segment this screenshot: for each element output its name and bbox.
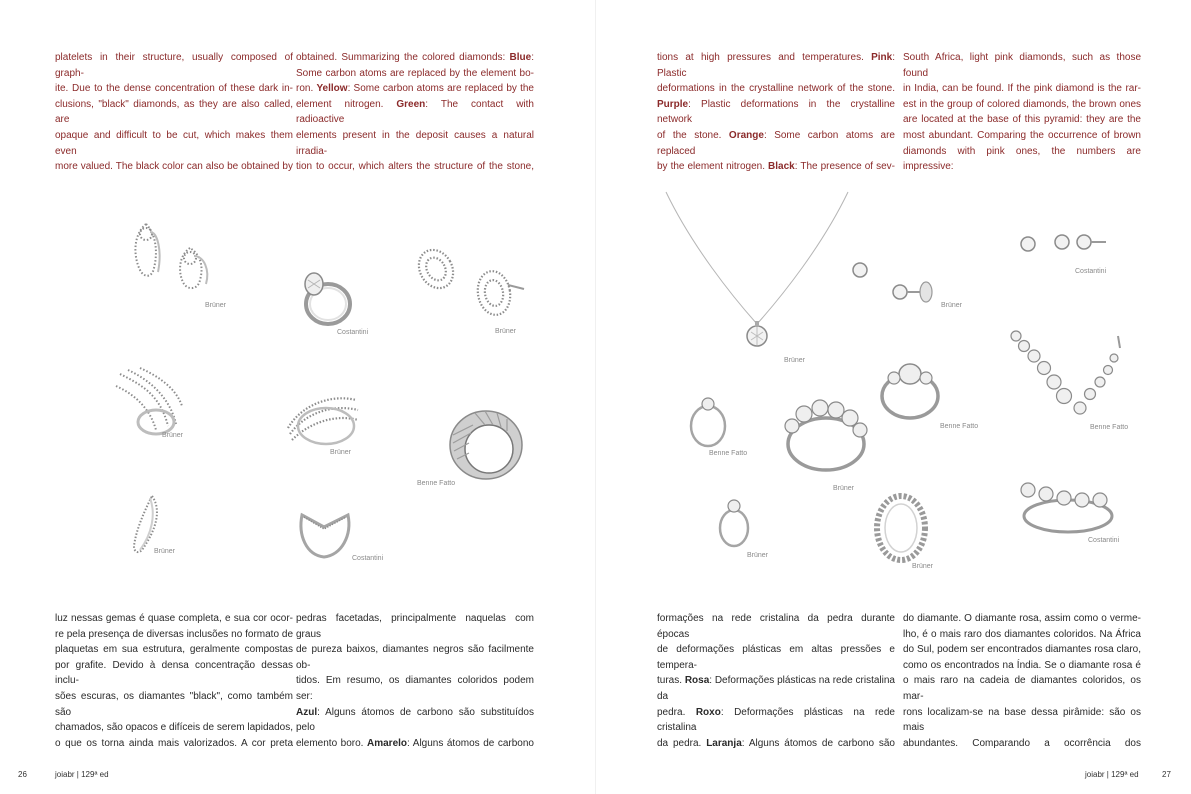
text-line: formações na rede cristalina da pedra durante épocas: [657, 613, 895, 640]
credit-label: Benne Fatto: [709, 450, 748, 457]
credit-label: Benne Fatto: [1090, 424, 1129, 431]
text-line: por grafite. Devido à densa concentração dessas inclu-: [55, 659, 293, 687]
credit-label: Costantini: [1088, 537, 1120, 544]
text-line: lho, é o mais raro dos diamantes coloridos. Na África: [903, 628, 1141, 640]
text-line: elemento boro. Amarelo: Alguns átomos de carbono: [296, 737, 534, 749]
credit-label: Costantini: [337, 329, 369, 336]
color-term: Pink: [871, 52, 893, 63]
page-number-right: 27: [1162, 770, 1171, 779]
pendant-necklace-image: [662, 186, 852, 361]
portuguese-text-column-4: [903, 611, 1141, 753]
color-term: Roxo: [695, 706, 721, 718]
text-line: luz nessas gemas é quase completa, e sua cor ocor-: [55, 613, 293, 624]
text-line: element nitrogen. Green: The contact with radioactive: [296, 98, 534, 126]
page-number-left: 26: [18, 770, 27, 779]
portuguese-text-column-3: [657, 611, 895, 753]
text-line: in India, can be found. If the pink diamond is the rar-: [903, 83, 1141, 95]
color-term: Orange: [728, 129, 764, 141]
text-line: rons localizam-se na base dessa pirâmide: são os mais: [903, 706, 1141, 734]
chevron-ring-image: [294, 505, 356, 563]
credit-label: Costantini: [1075, 268, 1107, 275]
text-line: tions at high pressures and temperatures. Pink: Plastic: [657, 52, 895, 79]
text-line: South Africa, light pink diamonds, such as those found: [903, 52, 1141, 79]
english-text-column-1: [55, 50, 293, 175]
credit-label: Brüner: [205, 302, 227, 309]
text-line: ron. Yellow: Some carbon atoms are replaced by the: [296, 83, 534, 95]
text-line: most abundant. Comparing the occurrence of brown: [903, 129, 1141, 141]
text-line: pedras facetadas, principalmente naquelas com graus: [296, 613, 534, 640]
openwork-ring-image: [110, 364, 190, 439]
text-line: da pedra. Laranja: Alguns átomos de carbono são: [657, 737, 895, 749]
text-line: turas. Rosa: Deformações plásticas na rede cristalina da: [657, 675, 895, 702]
credit-label: Costantini: [352, 555, 384, 562]
text-line: re pela presença de diversas inclusões no formato de: [55, 628, 293, 640]
portuguese-text-column-2: [296, 611, 534, 753]
color-term: Purple: [657, 98, 689, 110]
text-line: sões escuras, os diamantes "black", como também são: [55, 690, 293, 718]
stud-earrings-image: [850, 256, 940, 308]
portuguese-text-column-1: [55, 611, 293, 753]
text-line: o que os torna ainda mais valorizados. A cor preta: [55, 737, 293, 749]
text-line: platelets in their structure, usually composed of graph-: [55, 52, 293, 79]
credit-label: Brüner: [941, 302, 963, 309]
halo-band-ring-image: [1014, 476, 1122, 538]
credit-label: Brüner: [162, 432, 184, 439]
text-line: more valued. The black color can also be obtained by: [55, 161, 293, 173]
half-eternity-ring-image: [780, 398, 874, 476]
text-line: [296, 751, 534, 753]
credit-label: Brüner: [330, 449, 352, 456]
publication-footer-left: joiabr | 129ª ed: [55, 770, 109, 779]
text-line: pedra. Roxo: Deformações plásticas na rede cristalina: [657, 706, 895, 734]
text-line: Azul: Alguns átomos de carbono são substituídos pelo: [296, 706, 534, 734]
text-line: elements present in the deposit causes a natural irradia-: [296, 129, 534, 157]
page-gutter: [595, 0, 596, 794]
cluster-earrings-image: [412, 245, 527, 330]
text-line: como os encontrados na Índia. Se o diamante rosa é: [903, 659, 1141, 671]
text-line: est in the group of colored diamonds, the brown ones: [903, 98, 1141, 110]
text-line: chamados, são opacos e difíceis de serem lapidados,: [55, 722, 293, 734]
credit-label: Brüner: [912, 563, 934, 570]
color-term: Yellow: [316, 83, 348, 95]
publication-footer-right: joiabr | 129ª ed: [1085, 770, 1139, 779]
text-line: are located at the base of this pyramid: they are the: [903, 114, 1141, 126]
small-stud-earrings-image: [1018, 230, 1108, 260]
text-line: abundantes. Comparando a ocorrência dos: [903, 737, 1141, 749]
pear-earrings-image: [118, 212, 228, 294]
wide-striped-ring-image: [445, 405, 527, 485]
color-term: Blue: [509, 52, 532, 63]
text-line: by the element nitrogen. Black: The presence of sev-: [657, 161, 895, 173]
multi-band-ring-image: [282, 384, 362, 450]
english-text-column-3: [657, 50, 895, 175]
text-line: de pureza baixos, diamantes negros são facilmente ob-: [296, 644, 534, 671]
text-line: tidos. Em resumo, os diamantes coloridos podem ser:: [296, 675, 534, 702]
text-line: deformations in the crystalline network of the stone.: [657, 83, 895, 95]
text-line: do Sul, podem ser encontrados diamantes rosa claro,: [903, 644, 1141, 656]
text-line: do diamante. O diamante rosa, assim como o verme-: [903, 613, 1141, 624]
text-line: ite. Due to the dense concentration of these dark in-: [55, 83, 293, 95]
color-term: Azul: [296, 706, 318, 718]
solitaire-ring-image: [296, 258, 356, 330]
text-line: opaque and difficult to be cut, which makes them even: [55, 129, 293, 157]
color-term: Green: [396, 98, 426, 110]
text-line: plaquetas em sua estrutura, geralmente compostas: [55, 644, 293, 656]
ear-climber-earrings-image: [1008, 328, 1128, 420]
credit-label: Brüner: [833, 485, 855, 492]
color-term: Amarelo: [367, 737, 408, 749]
text-line: tion to occur, which alters the structure of the stone,: [296, 161, 534, 173]
text-line: obtained. Summarizing the colored diamonds: Blue:: [296, 52, 534, 63]
english-text-column-2: [296, 50, 534, 175]
color-term: Black: [768, 161, 795, 173]
english-text-column-4: [903, 50, 1141, 175]
text-line: de deformações plásticas em altas pressões e tempera-: [657, 644, 895, 671]
credit-label: Brüner: [495, 328, 517, 335]
color-term: Laranja: [706, 737, 742, 749]
credit-label: Brüner: [154, 548, 176, 555]
text-line: of the stone. Orange: Some carbon atoms are replaced: [657, 129, 895, 157]
credit-label: Benne Fatto: [940, 423, 979, 430]
credit-label: Brüner: [784, 357, 806, 364]
text-line: Some carbon atoms are replaced by the element bo-: [296, 67, 534, 79]
color-term: Rosa: [684, 675, 710, 687]
credit-label: Brüner: [747, 552, 769, 559]
credit-label: Benne Fatto: [417, 480, 456, 487]
text-line: Purple: Plastic deformations in the crystalline network: [657, 98, 895, 126]
three-stone-ring-image: [876, 358, 944, 422]
text-line: o mais raro na cadeia de diamantes coloridos, os mar-: [903, 675, 1141, 702]
text-line: clusions, "black" diamonds, as they are also called, are: [55, 98, 293, 126]
text-line: diamonds with pink ones, the numbers are impressive:: [903, 145, 1141, 173]
baguette-eternity-ring-image: [868, 488, 934, 566]
small-solitaire-ring-image: [712, 494, 756, 552]
slim-solitaire-ring-image: [684, 392, 730, 452]
